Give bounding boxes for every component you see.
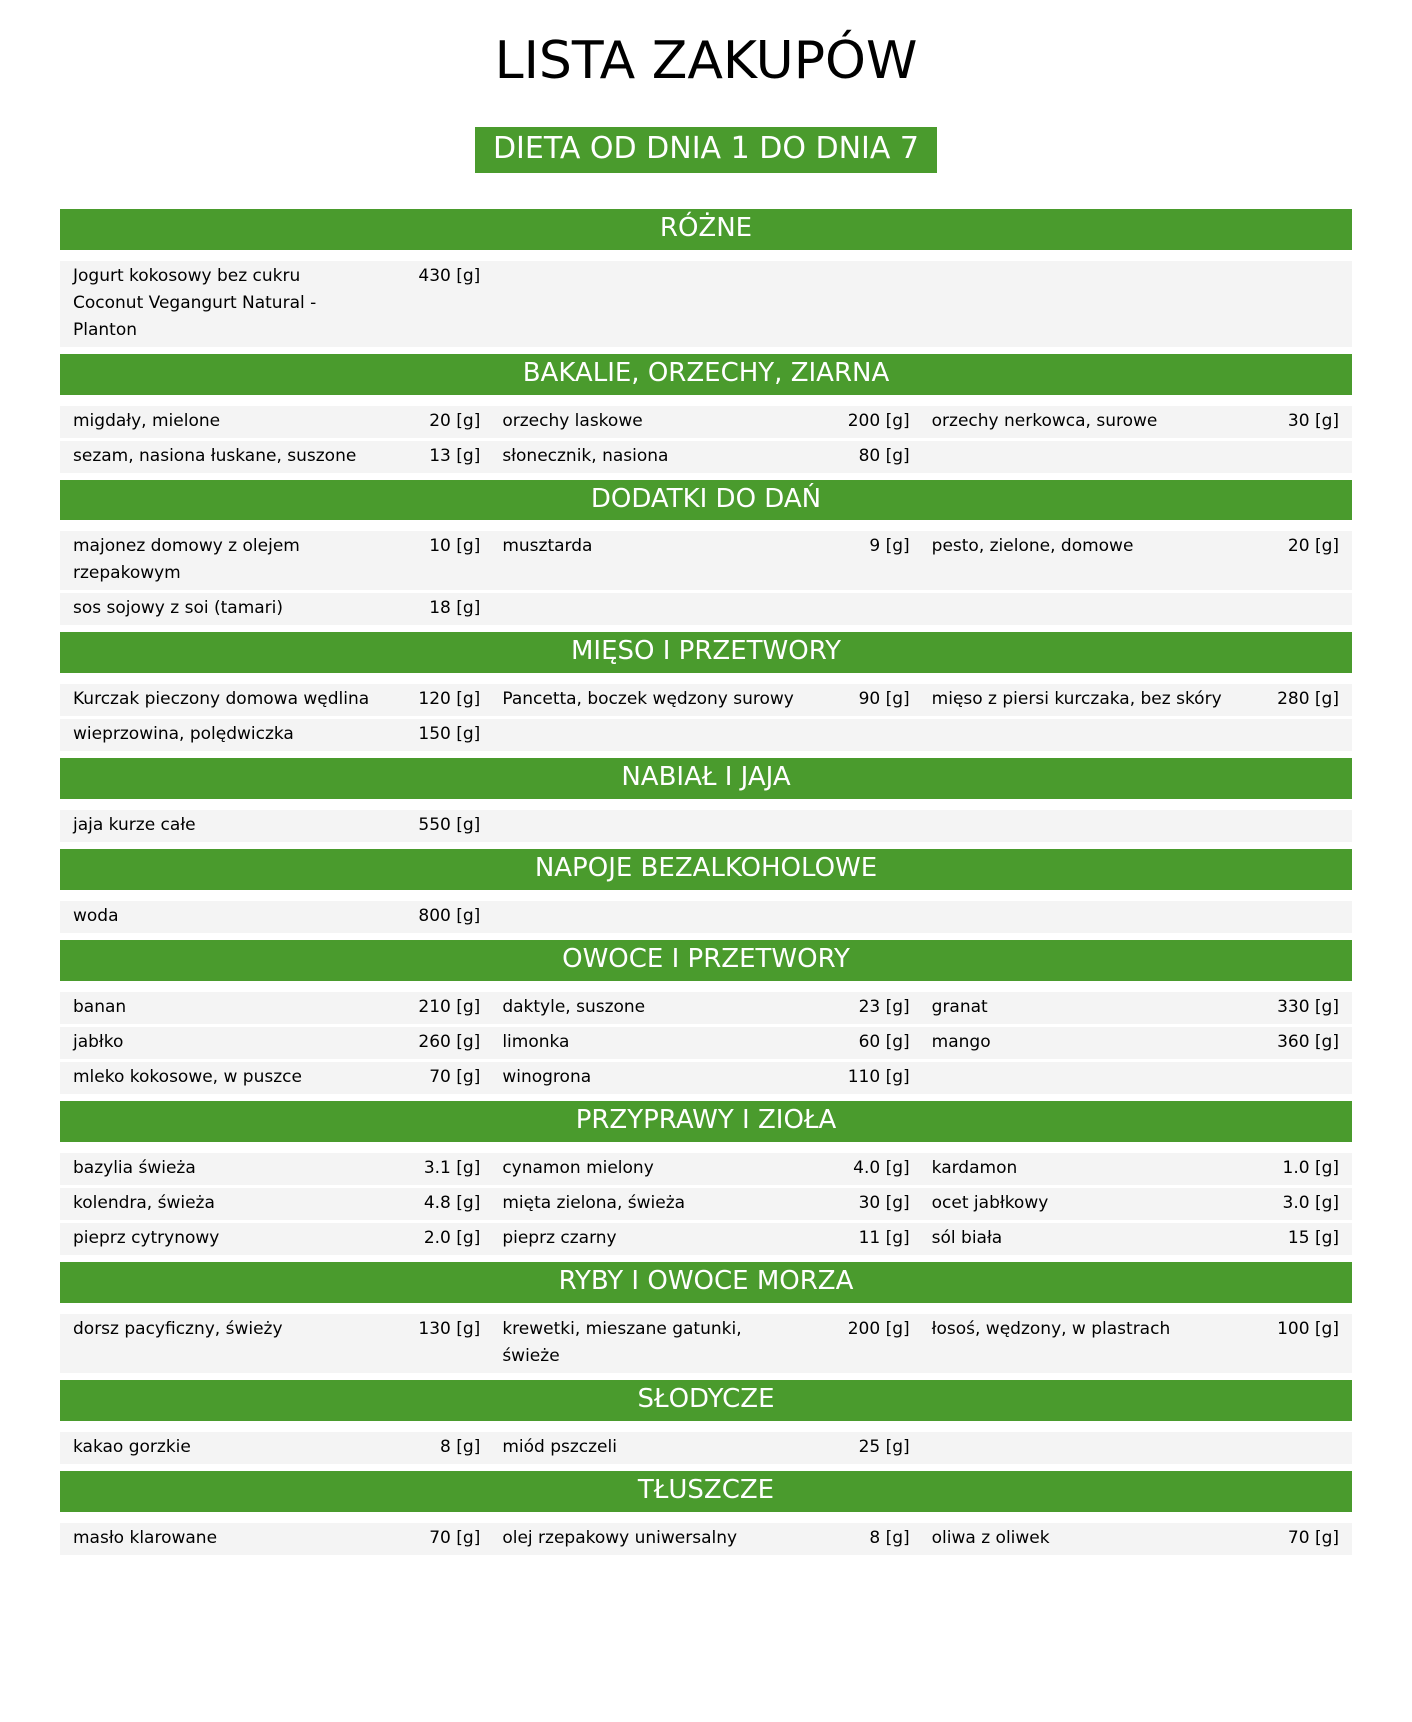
item-name: Pancetta, boczek wędzony surowy [502, 689, 794, 710]
item-name: banan [73, 996, 127, 1017]
item-name: mleko kokosowe, w puszce [73, 1066, 302, 1087]
item-name: daktyle, suszone [502, 996, 646, 1017]
item-quantity [822, 903, 910, 930]
item-quantity: 280 [g] [1277, 689, 1339, 710]
section-rows [60, 1153, 1352, 1255]
item-quantity: 30 [g] [1287, 410, 1339, 431]
item-quantity: 110 [g] [847, 1066, 910, 1087]
subtitle-wrap [0, 127, 1412, 173]
item-name: miód pszczeli [502, 1436, 617, 1457]
item-quantity [1251, 812, 1339, 839]
item-quantity: 210 [g] [418, 996, 481, 1017]
item-name [502, 903, 799, 930]
section [60, 1262, 1352, 1373]
item-quantity: 550 [g] [418, 815, 481, 836]
item-name: dorsz pacyficzny, świeży [73, 1318, 283, 1339]
item-name: mięta zielona, świeża [502, 1192, 686, 1213]
page-title: LISTA ZAKUPÓW [494, 31, 918, 91]
item-name: łosoś, wędzony, w plastrach [931, 1318, 1171, 1339]
item-quantity: 120 [g] [418, 689, 481, 710]
section-header: DODATKI DO DAŃ [60, 480, 1352, 521]
item-quantity: 130 [g] [418, 1318, 481, 1339]
item-quantity: 800 [g] [418, 906, 481, 927]
item-quantity: 4.8 [g] [423, 1192, 481, 1213]
item-name: majonez domowy z olejem rzepakowym [73, 536, 300, 584]
section [60, 209, 1352, 347]
item-quantity [1251, 1064, 1339, 1091]
item-name [932, 721, 1229, 748]
item-quantity [1251, 721, 1339, 748]
item-name: granat [931, 996, 988, 1017]
item-name: cynamon mielony [502, 1157, 654, 1178]
item-quantity: 430 [g] [418, 265, 481, 286]
item-quantity: 8 [g] [869, 1527, 910, 1548]
item-quantity: 9 [g] [869, 536, 910, 557]
item-quantity [822, 721, 910, 748]
section [60, 758, 1352, 842]
item-name [932, 1064, 1229, 1091]
item-name: winogrona [502, 1066, 592, 1087]
item-quantity [822, 263, 910, 344]
item-name [932, 595, 1229, 622]
section-rows [60, 1523, 1352, 1555]
table-row [60, 719, 1352, 751]
item-name [932, 1434, 1229, 1461]
item-quantity: 8 [g] [440, 1436, 481, 1457]
item-name [932, 443, 1229, 470]
item-quantity: 1.0 [g] [1282, 1157, 1339, 1178]
item-name: kardamon [931, 1157, 1018, 1178]
table-row [60, 684, 1352, 716]
section-rows [60, 684, 1352, 751]
item-quantity: 70 [g] [429, 1066, 481, 1087]
item-name: sól biała [931, 1227, 1003, 1248]
item-quantity: 10 [g] [429, 536, 481, 557]
item-quantity [822, 812, 910, 839]
section [60, 632, 1352, 751]
section-header: MIĘSO I PRZETWORY [60, 632, 1352, 673]
section-rows [60, 261, 1352, 347]
item-quantity: 60 [g] [858, 1031, 910, 1052]
table-row [60, 531, 1352, 590]
table-row [60, 992, 1352, 1024]
item-name: pesto, zielone, domowe [931, 536, 1134, 557]
item-name: orzechy laskowe [502, 410, 643, 431]
item-name: pieprz cytrynowy [73, 1227, 220, 1248]
item-name: migdały, mielone [73, 410, 221, 431]
item-quantity: 18 [g] [429, 598, 481, 619]
item-name: musztarda [502, 536, 593, 557]
item-name [502, 263, 799, 344]
table-row [60, 1523, 1352, 1555]
table-row [60, 261, 1352, 347]
item-quantity: 20 [g] [1287, 536, 1339, 557]
section-header: RÓŻNE [60, 209, 1352, 250]
table-row [60, 1027, 1352, 1059]
table-row [60, 406, 1352, 438]
item-name: olej rzepakowy uniwersalny [502, 1527, 738, 1548]
section-rows [60, 1432, 1352, 1464]
table-row [60, 1314, 1352, 1373]
table-row [60, 1153, 1352, 1185]
table-row [60, 441, 1352, 473]
item-quantity: 3.0 [g] [1282, 1192, 1339, 1213]
item-name: jabłko [73, 1031, 124, 1052]
section [60, 354, 1352, 473]
item-quantity [1251, 263, 1339, 344]
item-quantity: 4.0 [g] [853, 1157, 910, 1178]
item-quantity: 330 [g] [1277, 996, 1339, 1017]
table-row [60, 1223, 1352, 1255]
item-name: kolendra, świeża [73, 1192, 215, 1213]
item-quantity: 150 [g] [418, 724, 481, 745]
item-name: oliwa z oliwek [931, 1527, 1050, 1548]
section-header: NABIAŁ I JAJA [60, 758, 1352, 799]
item-quantity: 2.0 [g] [423, 1227, 481, 1248]
item-name: woda [73, 906, 119, 927]
item-quantity: 3.1 [g] [423, 1157, 481, 1178]
section-header: OWOCE I PRZETWORY [60, 940, 1352, 981]
item-quantity: 90 [g] [858, 689, 910, 710]
item-quantity: 70 [g] [1287, 1527, 1339, 1548]
item-name: mięso z piersi kurczaka, bez skóry [931, 689, 1222, 710]
section-header: NAPOJE BEZALKOHOLOWE [60, 849, 1352, 890]
section [60, 1380, 1352, 1464]
section-rows [60, 992, 1352, 1094]
item-name: wieprzowina, polędwiczka [73, 724, 294, 745]
section-header: PRZYPRAWY I ZIOŁA [60, 1101, 1352, 1142]
item-quantity: 13 [g] [429, 445, 481, 466]
item-name: kakao gorzkie [73, 1436, 191, 1457]
section-rows [60, 901, 1352, 933]
section [60, 940, 1352, 1094]
item-quantity [822, 595, 910, 622]
item-name: limonka [502, 1031, 570, 1052]
table-row [60, 593, 1352, 625]
section-header: BAKALIE, ORZECHY, ZIARNA [60, 354, 1352, 395]
item-name: ocet jabłkowy [931, 1192, 1049, 1213]
item-name: orzechy nerkowca, surowe [931, 410, 1158, 431]
section [60, 1471, 1352, 1555]
diet-range-banner: DIETA OD DNIA 1 DO DNIA 7 [475, 127, 937, 173]
item-name: jaja kurze całe [73, 815, 196, 836]
item-quantity [1251, 903, 1339, 930]
item-name [932, 903, 1229, 930]
shopping-list-content [60, 209, 1352, 1555]
item-quantity [1251, 443, 1339, 470]
item-quantity: 200 [g] [847, 1318, 910, 1339]
table-row [60, 810, 1352, 842]
table-row [60, 1188, 1352, 1220]
table-row [60, 901, 1352, 933]
item-quantity: 23 [g] [858, 996, 910, 1017]
section [60, 849, 1352, 933]
section-rows [60, 406, 1352, 473]
section-rows [60, 531, 1352, 625]
item-name [932, 812, 1229, 839]
item-name [502, 721, 799, 748]
item-quantity: 70 [g] [429, 1527, 481, 1548]
item-quantity: 15 [g] [1287, 1227, 1339, 1248]
section-header: TŁUSZCZE [60, 1471, 1352, 1512]
item-quantity: 30 [g] [858, 1192, 910, 1213]
item-quantity: 11 [g] [858, 1227, 910, 1248]
item-quantity: 360 [g] [1277, 1031, 1339, 1052]
item-name: sos sojowy z soi (tamari) [73, 598, 284, 619]
section [60, 1101, 1352, 1255]
item-name: pieprz czarny [502, 1227, 617, 1248]
item-quantity: 100 [g] [1277, 1318, 1339, 1339]
table-row [60, 1062, 1352, 1094]
item-name: Kurczak pieczony domowa wędlina [73, 689, 370, 710]
item-quantity: 260 [g] [418, 1031, 481, 1052]
section-rows [60, 810, 1352, 842]
item-name: masło klarowane [73, 1527, 218, 1548]
item-quantity: 20 [g] [429, 410, 481, 431]
item-quantity [1251, 1434, 1339, 1461]
section [60, 480, 1352, 626]
section-rows [60, 1314, 1352, 1373]
item-name: sezam, nasiona łuskane, suszone [73, 445, 357, 466]
item-name [502, 595, 799, 622]
item-name: mango [931, 1031, 991, 1052]
item-name: słonecznik, nasiona [502, 445, 669, 466]
item-name: Jogurt kokosowy bez cukru Coconut Vegangurt Natural - Planton [73, 265, 317, 340]
item-name: bazylia świeża [73, 1157, 196, 1178]
item-name: krewetki, mieszane gatunki, świeże [502, 1318, 742, 1366]
item-name [502, 812, 799, 839]
item-quantity [1251, 595, 1339, 622]
item-name [932, 263, 1229, 344]
section-header: RYBY I OWOCE MORZA [60, 1262, 1352, 1303]
section-header: SŁODYCZE [60, 1380, 1352, 1421]
item-quantity: 80 [g] [858, 445, 910, 466]
item-quantity: 200 [g] [847, 410, 910, 431]
table-row [60, 1432, 1352, 1464]
item-quantity: 25 [g] [858, 1436, 910, 1457]
